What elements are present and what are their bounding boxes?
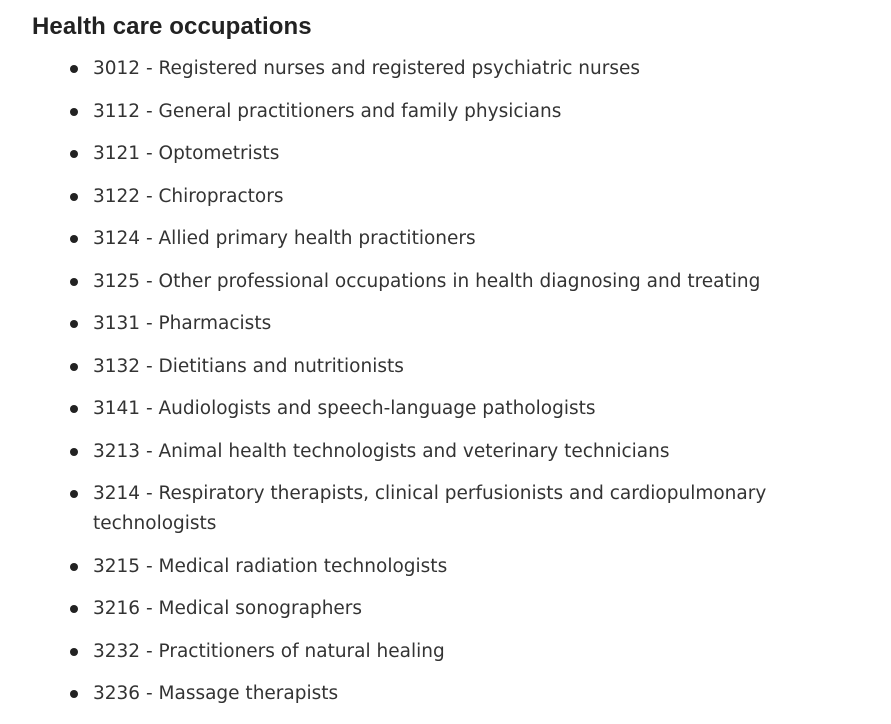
bullet-icon — [70, 605, 78, 613]
list-item — [32, 437, 783, 467]
list-item — [32, 267, 783, 297]
occupation-label: 3215 - Medical radiation technologists — [93, 555, 448, 577]
bullet-icon — [70, 690, 78, 698]
bullet-icon — [70, 193, 78, 201]
bullet-icon — [70, 65, 78, 73]
bullet-icon — [70, 405, 78, 413]
occupation-label: 3124 - Allied primary health practitioners — [93, 228, 476, 249]
occupation-label: 3232 - Practitioners of natural healing — [93, 640, 445, 662]
occupation-label: 3131 - Pharmacists — [93, 313, 272, 334]
bullet-icon — [70, 278, 78, 286]
occupation-label: 3214 - Respiratory therapists, clinical perfusionists and cardiopulmonary technologists — [93, 483, 767, 534]
list-item — [32, 552, 783, 582]
occupation-label: 3125 - Other professional occupations in health diagnosing and treating — [93, 270, 761, 292]
bullet-icon — [70, 108, 78, 116]
list-item — [32, 352, 783, 382]
list-item — [32, 679, 783, 709]
occupation-label: 3132 - Dietitians and nutritionists — [93, 355, 404, 377]
occupation-label: 3141 - Audiologists and speech-language pathologists — [93, 398, 596, 419]
occupation-label: 3236 - Massage therapists — [93, 683, 339, 704]
occupation-label: 3213 - Animal health technologists and veterinary technicians — [93, 440, 670, 462]
list-item — [32, 394, 783, 424]
bullet-icon — [70, 490, 78, 498]
list-item — [32, 182, 783, 212]
bullet-icon — [70, 648, 78, 656]
bullet-icon — [70, 563, 78, 571]
occupation-label: 3122 - Chiropractors — [93, 185, 284, 207]
bullet-icon — [70, 150, 78, 158]
occupation-list — [32, 54, 882, 709]
list-item — [32, 594, 783, 624]
list-item — [32, 479, 783, 539]
occupation-label: 3121 - Optometrists — [93, 143, 280, 164]
occupation-label: 3112 - General practitioners and family physicians — [93, 100, 562, 122]
list-item — [32, 97, 783, 127]
bullet-icon — [70, 363, 78, 371]
list-item — [32, 54, 783, 84]
list-item — [32, 309, 783, 339]
occupation-label: 3216 - Medical sonographers — [93, 598, 363, 619]
list-item — [32, 139, 783, 169]
list-item — [32, 637, 783, 667]
list-item — [32, 224, 783, 254]
health-care-section — [32, 10, 882, 722]
bullet-icon — [70, 448, 78, 456]
bullet-icon — [70, 235, 78, 243]
section-title: Health care occupations — [32, 13, 312, 40]
occupation-label: 3012 - Registered nurses and registered psychiatric nurses — [93, 58, 640, 79]
bullet-icon — [70, 320, 78, 328]
